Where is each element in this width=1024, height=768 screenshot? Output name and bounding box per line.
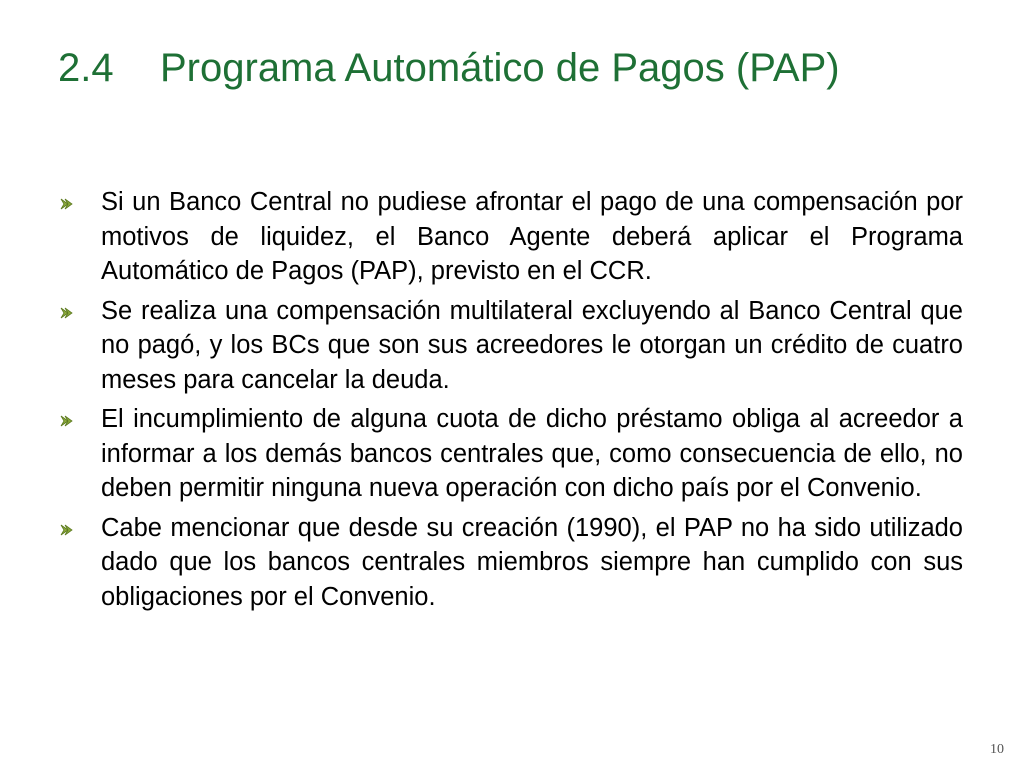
bullet-item: [58, 402, 963, 506]
page-number: 10: [990, 742, 1004, 757]
title-text: Programa Automático de Pagos (PAP): [160, 46, 840, 90]
bullet-text: Si un Banco Central no pudiese afrontar el pago de una compensación por motivos de liquidez, el Banco Agente deberá aplicar el Programa Automático de Pagos (PAP), previsto en el CCR.: [101, 188, 963, 285]
title-number: 2.4: [58, 46, 114, 90]
bullet-text: Cabe mencionar que desde su creación (1990), el PAP no ha sido utilizado dado que los bancos centrales miembros siempre han cumplido con sus obligaciones por el Convenio.: [101, 513, 963, 611]
slide-title: [58, 40, 840, 96]
bullet-text: El incumplimiento de alguna cuota de dicho préstamo obliga al acreedor a informar a los demás bancos centrales que, como consecuencia de ello, no deben permitir ninguna nueva operación con dicho país por el Convenio.: [101, 405, 963, 502]
arrow-bullet-icon: [60, 523, 74, 537]
bullet-list: [58, 185, 963, 619]
arrow-bullet-icon: [60, 197, 74, 211]
bullet-text: Se realiza una compensación multilateral excluyendo al Banco Central que no pagó, y los BCs que son sus acreedores le otorgan un crédito de cuatro meses para cancelar la deuda.: [101, 296, 963, 394]
arrow-bullet-icon: [60, 306, 74, 320]
bullet-item: [58, 185, 963, 289]
arrow-bullet-icon: [60, 414, 74, 428]
bullet-item: [58, 511, 963, 615]
bullet-item: [58, 294, 963, 398]
